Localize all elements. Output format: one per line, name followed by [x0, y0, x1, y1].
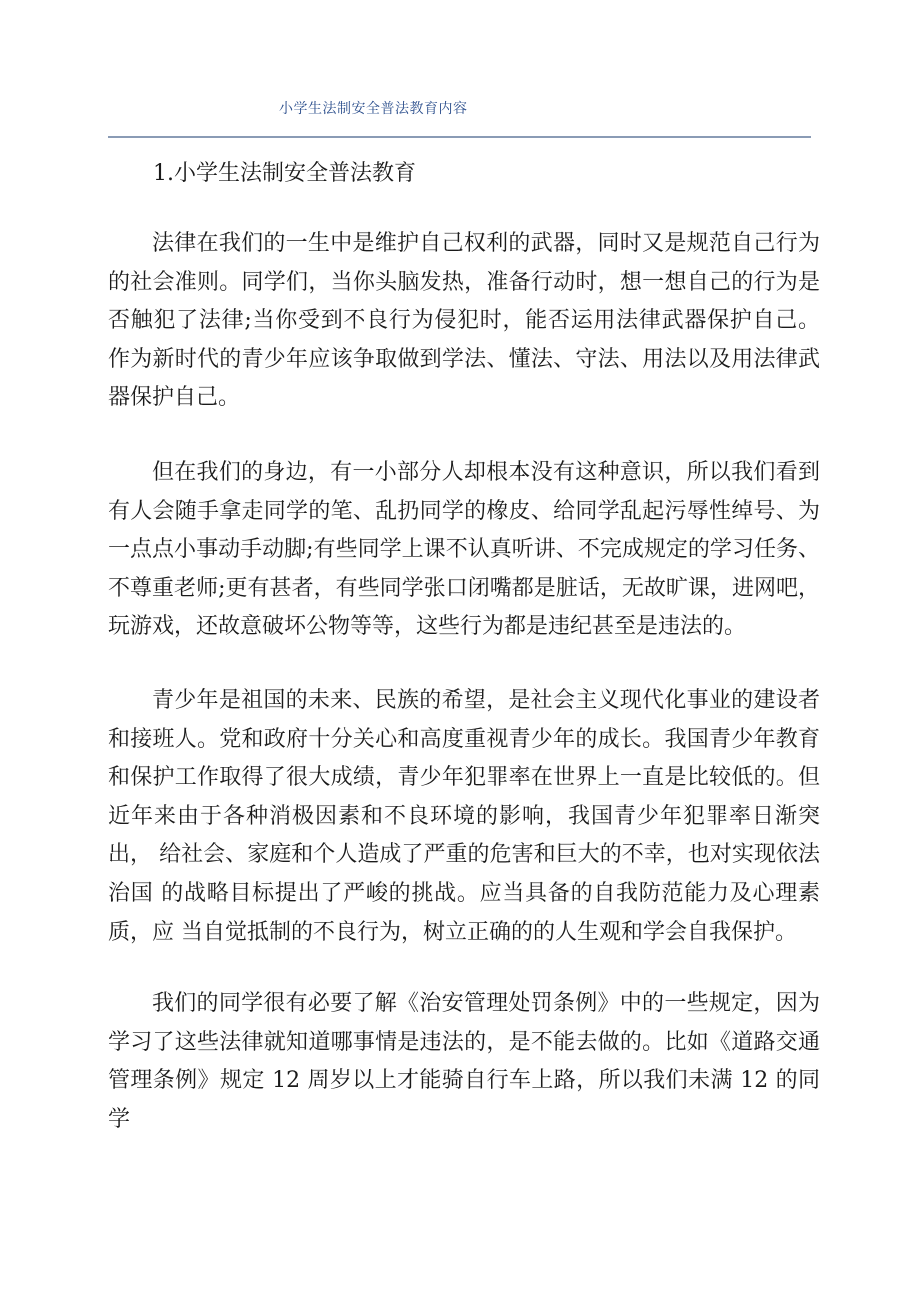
paragraph-3: 青少年是祖国的未来、民族的希望，是社会主义现代化事业的建设者 和接班人。党和政府十分关心和高度重视青少年的成长。我国青少年教育 和保护工作取得了很大成绩，青少年犯罪率在世界上一直是比较低的。但 近年来由于各种消极因素和不良环境的影响，我国青少年犯罪率日渐突出， 给社会、家庭和个人造成了严重的危害和巨大的不幸，也对实现依法治国 的战略目标提出了严峻的挑战。应当具备的自我防范能力及心理素质，应 当自觉抵制的不良行为，树立正确的的人生观和学会自我保护。 — [108, 688, 820, 945]
section-title: 1.小学生法制安全普法教育 — [153, 161, 416, 186]
paragraph-4: 我们的同学很有必要了解《治安管理处罚条例》中的一些规定，因为学习了这些法律就知道哪事情是违法的，是不能去做的。比如《道路交通管理条例》规定 12 周岁以上才能骑自行车上路，所以我们未满 12 的同学 — [108, 991, 820, 1132]
header-divider — [108, 136, 811, 138]
paragraph-2: 但在我们的身边，有一小部分人却根本没有这种意识，所以我们看到 有人会随手拿走同学的笔、乱扔同学的橡皮、给同学乱起污辱性绰号、为 一点点小事动手动脚;有些同学上课不认真听讲、不完成规定的学习任务、 不尊重老师;更有甚者，有些同学张口闭嘴都是脏话，无故旷课，进网吧， 玩游戏，还故意破坏公物等等，这些行为都是违纪甚至是违法的。 — [108, 460, 820, 640]
running-header-title: 小学生法制安全普法教育内容 — [279, 101, 468, 117]
paragraph-1: 法律在我们的一生中是维护自己权利的武器，同时又是规范自己行为的社会准则。同学们，当你头脑发热，准备行动时，想一想自己的行为是否触犯了法律;当你受到不良行为侵犯时，能否运用法律武器保护自己。 作为新时代的青少年应该争取做到学法、懂法、守法、用法以及用法律武 器保护自己。 — [108, 231, 820, 411]
